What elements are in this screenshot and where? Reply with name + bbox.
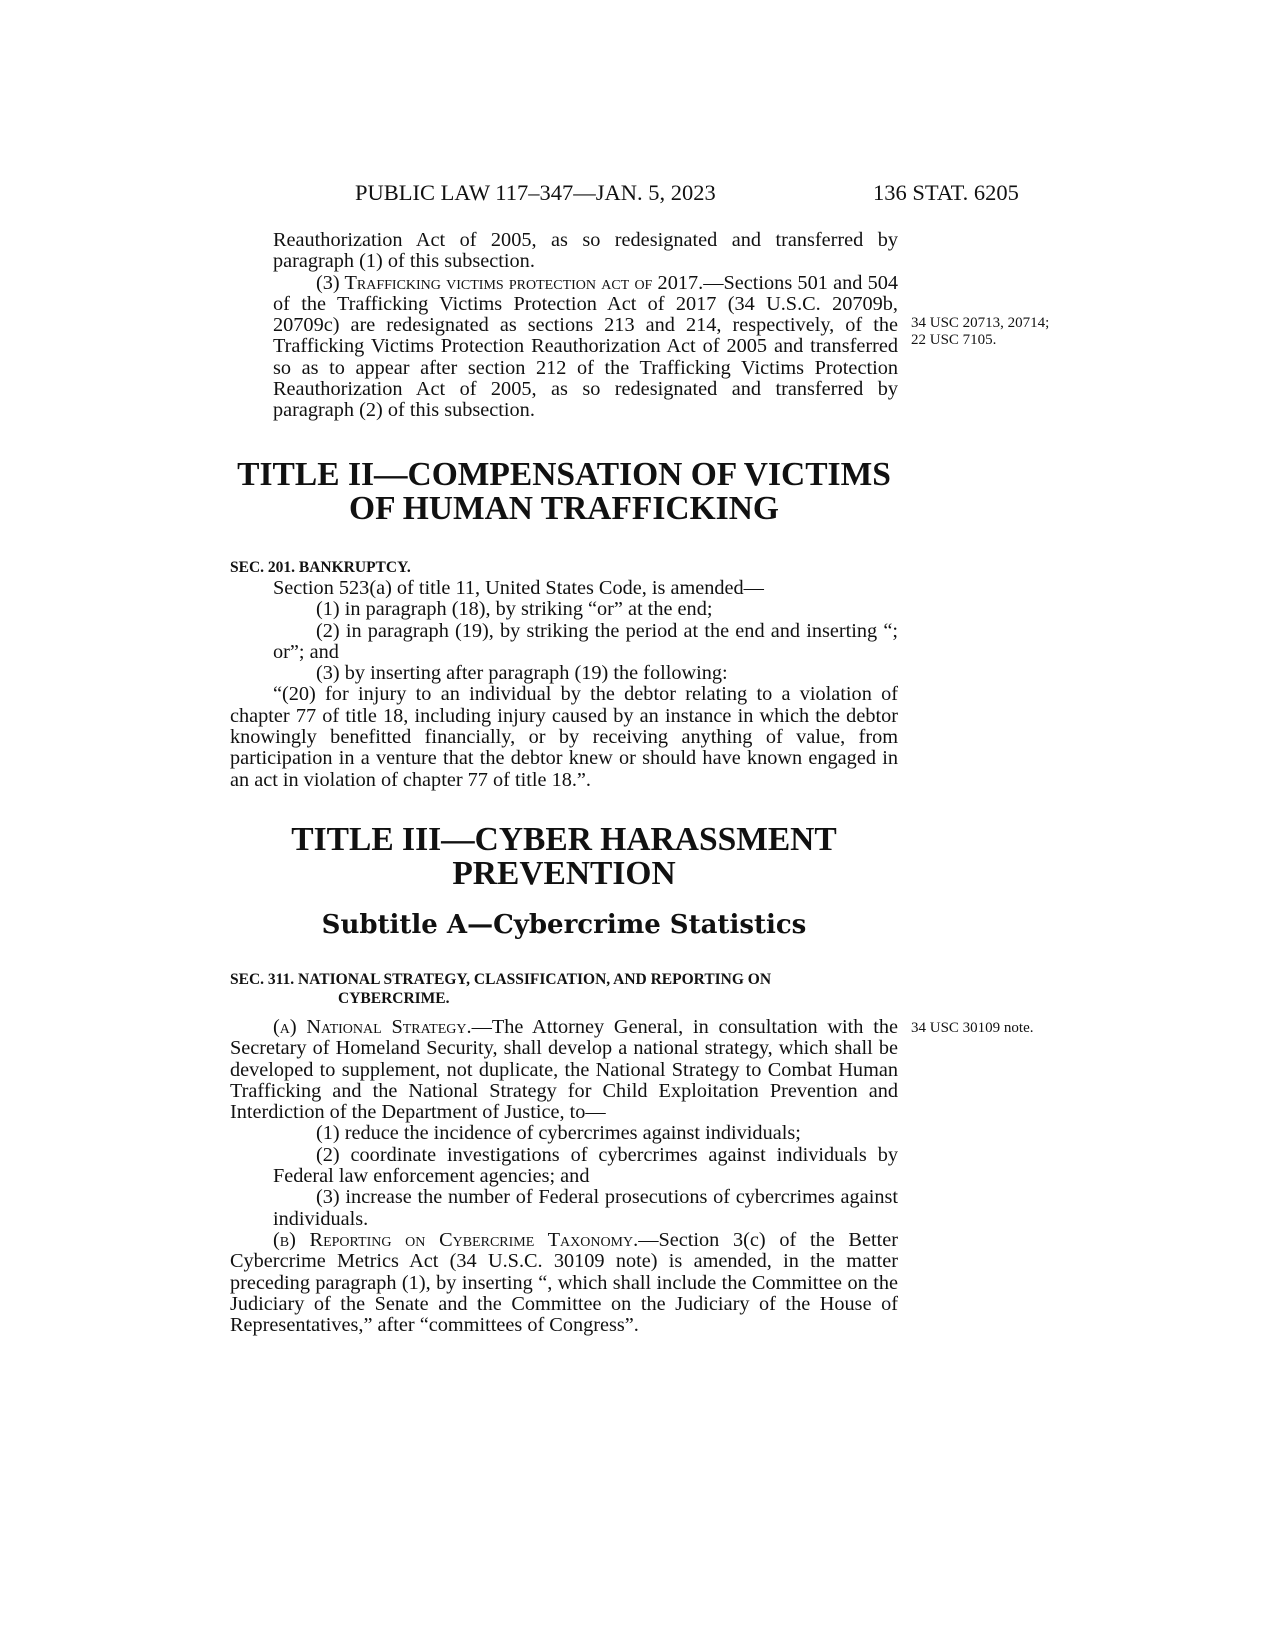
title-iii-line1: TITLE III—CYBER HARASSMENT bbox=[291, 821, 837, 858]
sec-201-intro: Section 523(a) of title 11, United States Code, is amended— bbox=[273, 577, 764, 599]
subsection-a-heading: (a) National Strategy. bbox=[273, 1016, 472, 1038]
title-ii-line1: TITLE II—COMPENSATION OF VICTIMS bbox=[237, 456, 891, 493]
sec-201-heading: SEC. 201. BANKRUPTCY. bbox=[230, 559, 411, 576]
sec-311-heading-line1: SEC. 311. NATIONAL STRATEGY, CLASSIFICATION, AND REPORTING ON bbox=[230, 971, 772, 988]
title-ii-heading bbox=[230, 458, 898, 526]
paragraph-3-body: —Sections 501 and 504 of the Trafficking Victims Protection Act of 2017 (34 U.S.C. 20709b, 20709c) are redesignated as sections 213 and 214, respectively, of the Trafficking Victims Protection Reauthorization Act of 2005 and transferred so as to appear after section 212 of the Trafficking Victims Protection Reauthorization Act of 2005, as so redesignated and transferred by paragraph (2) of this subsection. bbox=[273, 271, 898, 422]
subsection-a-item-1: (1) reduce the incidence of cybercrimes against individuals; bbox=[316, 1122, 801, 1145]
title-ii-line2: OF HUMAN TRAFFICKING bbox=[349, 490, 779, 527]
margin-note-usc-30109: 34 USC 30109 note. bbox=[911, 1020, 1034, 1036]
sec-311-heading bbox=[230, 970, 898, 1008]
margin-note-usc-20713: 34 USC 20713, 20714; 22 USC 7105. bbox=[911, 315, 1050, 348]
subsection-a-body: —The Attorney General, in consultation with the Secretary of Homeland Security, shall develop a national strategy, which shall be developed to supplement, not duplicate, the National Strategy to Combat Human Trafficking and the National Strategy for Child Exploitation Prevention and Interdiction of the Department of Justice, to— bbox=[230, 1016, 898, 1124]
sec-201-item-1: (1) in paragraph (18), by striking “or” at the end; bbox=[316, 598, 713, 621]
sec-201-body bbox=[230, 578, 898, 791]
title-iii-heading bbox=[230, 823, 898, 891]
subsection-b bbox=[230, 1230, 898, 1336]
continuation-paragraph: Reauthorization Act of 2005, as so redesignated and transferred by paragraph (1) of this subsection. bbox=[273, 229, 898, 273]
subsection-b-heading: (b) Reporting on Cybercrime Taxonomy. bbox=[273, 1228, 639, 1251]
paragraph-3 bbox=[230, 273, 898, 422]
sec-311-heading-line2: CYBERCRIME. bbox=[338, 990, 450, 1007]
title-iii-line2: PREVENTION bbox=[452, 855, 676, 892]
subsection-a-item-3: (3) increase the number of Federal prosecutions of cybercrimes against individuals. bbox=[273, 1186, 898, 1230]
header-citation: PUBLIC LAW 117–347—JAN. 5, 2023 bbox=[355, 180, 716, 205]
subsection-a-item-2: (2) coordinate investigations of cybercrimes against individuals by Federal law enforcement agencies; and bbox=[273, 1143, 898, 1188]
sec-201-quoted-paragraph: “(20) for injury to an individual by the debtor relating to a violation of chapter 77 of title 18, including injury caused by an instance in which the debtor knowingly benefitted financially, or by receiving anything of value, from participation in a venture that the debtor knew or should have known engaged in an act in violation of chapter 77 of title 18.”. bbox=[230, 683, 898, 791]
subsection-b-body: —Section 3(c) of the Better Cybercrime Metrics Act (34 U.S.C. 30109 note) is amended, in the matter preceding paragraph (1), by inserting “, which shall include the Committee on the Judiciary of the Senate and the Committee on the Judiciary of the House of Representatives,” after “committees of Congress”. bbox=[230, 1228, 898, 1337]
header-page-number: 136 STAT. 6205 bbox=[873, 180, 1019, 205]
subsection-a bbox=[230, 1017, 898, 1123]
top-text-block bbox=[230, 230, 898, 422]
subtitle-a-heading: Subtitle A—Cybercrime Statistics bbox=[321, 910, 807, 940]
sec-201-item-3: (3) by inserting after paragraph (19) the following: bbox=[316, 662, 728, 685]
page-header bbox=[0, 180, 1275, 214]
sec-201-item-2: (2) in paragraph (19), by striking the period at the end and inserting “; or”; and bbox=[273, 619, 898, 663]
paragraph-3-heading: (3) Trafficking victims protection act of 2017. bbox=[316, 271, 704, 294]
sec-311-body bbox=[230, 1017, 898, 1336]
